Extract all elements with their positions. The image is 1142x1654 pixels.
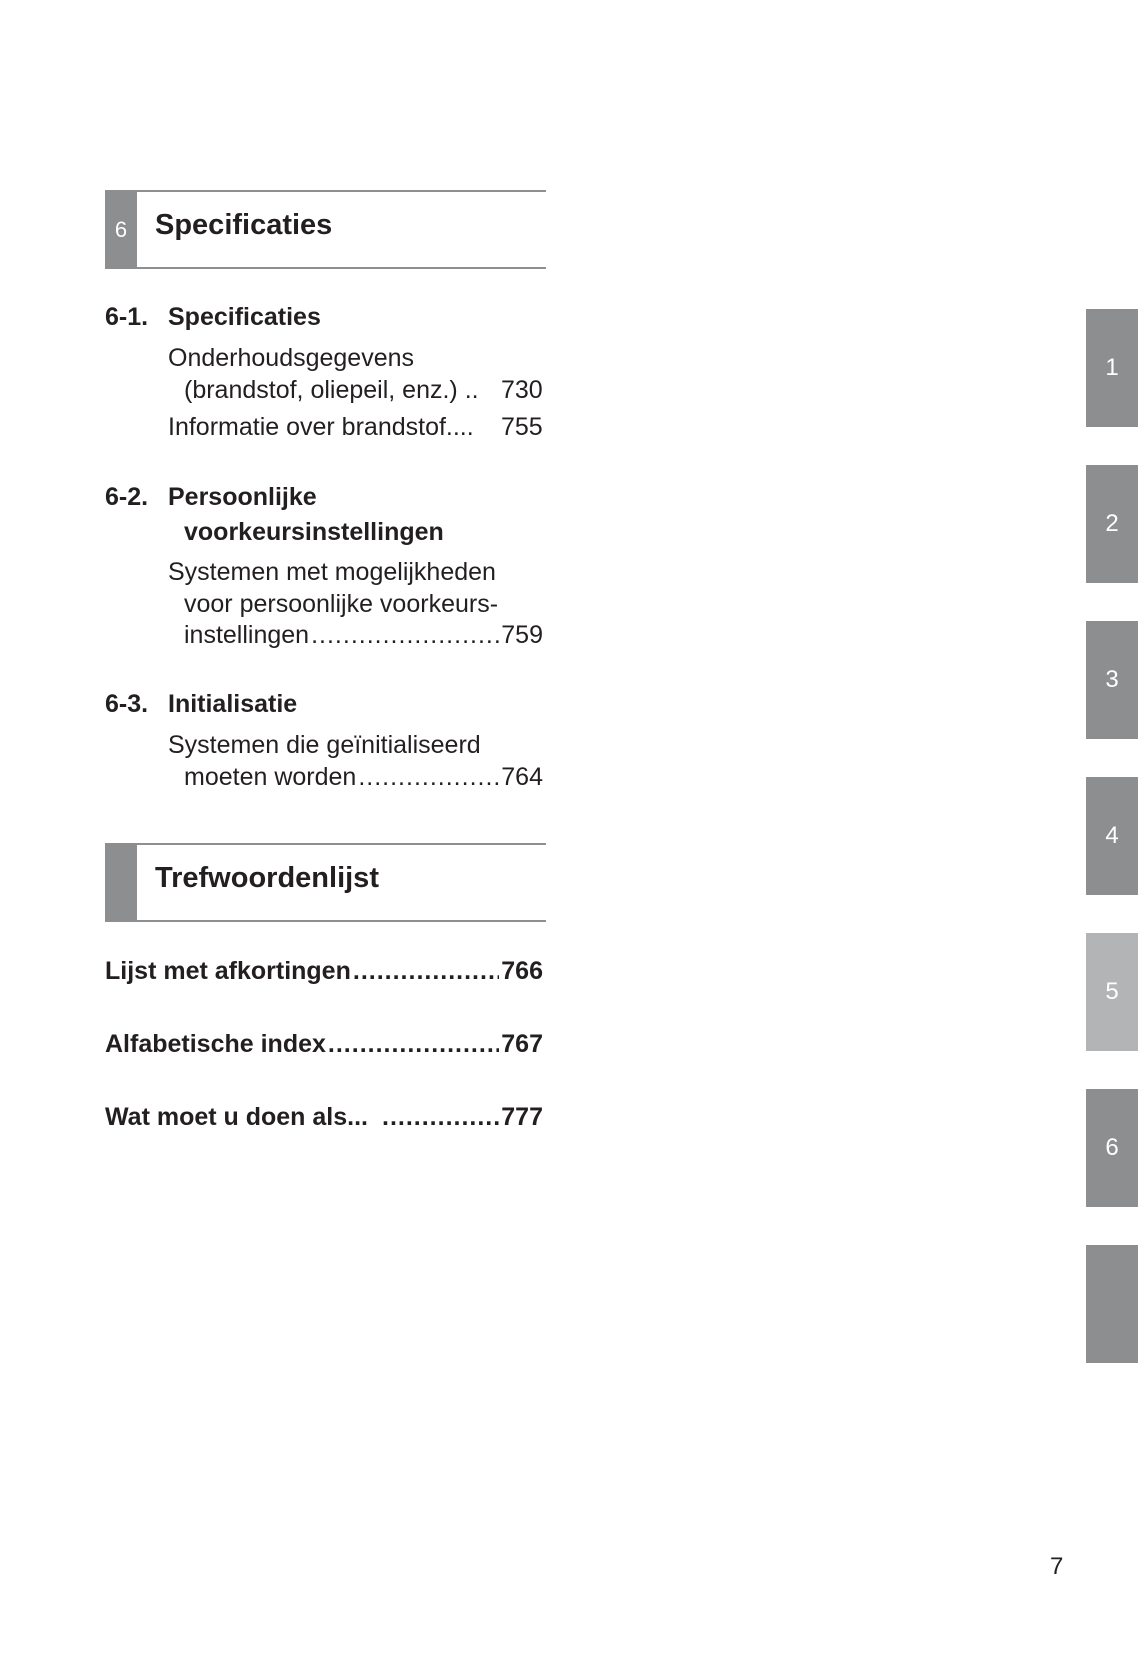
toc-entry-alfabetische-index-row[interactable] [105, 1030, 543, 1059]
chapter-tab-2[interactable]: 2 [1086, 465, 1138, 583]
toc-entry-wat-moet-u-doen[interactable]: Wat moet u doen als... [105, 1103, 368, 1131]
toc-entry-systemen-geinitialiseerd[interactable]: Systemen die geïnitialiseerd [168, 731, 481, 759]
chapter-tab-1[interactable]: 1 [1086, 309, 1138, 427]
toc-entry-instellingen-row[interactable] [184, 621, 543, 650]
toc-page-777[interactable]: 777 [501, 1103, 543, 1131]
toc-entry-moeten-worden[interactable]: moeten worden [184, 763, 357, 791]
dot-leader [311, 621, 499, 650]
toc-page-730[interactable]: 730 [501, 376, 543, 404]
page-number: 7 [1050, 1553, 1064, 1580]
toc-page-764[interactable]: 764 [501, 763, 543, 791]
subsection-6-2-title-line2: voorkeursinstellingen [184, 518, 444, 546]
subsection-6-2-title: Persoonlijke [168, 483, 317, 511]
subsection-6-2-number: 6-2. [105, 483, 149, 511]
toc-page-766[interactable]: 766 [501, 957, 543, 985]
toc-entry-moeten-worden-row[interactable] [184, 763, 543, 792]
dot-leader [358, 763, 499, 792]
toc-entry-systemen-voorkeur[interactable]: Systemen met mogelijkheden [168, 558, 496, 586]
toc-entry-onderhoudsgegevens[interactable]: Onderhoudsgegevens [168, 344, 415, 372]
section-marker-bar [105, 843, 137, 922]
subsection-6-3-number: 6-3. [105, 690, 149, 718]
toc-page-767[interactable]: 767 [501, 1030, 543, 1058]
toc-entry-afkortingen-row[interactable] [105, 957, 543, 986]
chapter-tab-3[interactable]: 3 [1086, 621, 1138, 739]
index-section-title: Trefwoordenlijst [155, 862, 379, 894]
chapter-tab-5[interactable]: 5 [1086, 933, 1138, 1051]
toc-entry-afkortingen[interactable]: Lijst met afkortingen [105, 957, 351, 985]
toc-entry-instellingen[interactable]: instellingen [184, 621, 310, 649]
toc-page-759[interactable]: 759 [501, 621, 543, 649]
subsection-6-1-number: 6-1. [105, 303, 149, 331]
dot-leader [382, 1103, 499, 1132]
subsection-6-1-title: Specificaties [168, 303, 321, 331]
toc-entry-alfabetische-index[interactable]: Alfabetische index [105, 1030, 326, 1058]
chapter-tab-4[interactable]: 4 [1086, 777, 1138, 895]
toc-entry-informatie-brandstof[interactable]: Informatie over brandstof.... [168, 413, 474, 441]
section-title: Specificaties [155, 209, 333, 241]
subsection-6-3-title: Initialisatie [168, 690, 298, 718]
index-section-header [105, 843, 546, 922]
toc-page-755[interactable]: 755 [501, 413, 543, 441]
section-number: 6 [114, 217, 128, 242]
toc-entry-onderhoudsgegevens-line2[interactable]: (brandstof, oliepeil, enz.) .. [184, 376, 479, 404]
toc-entry-wat-moet-u-doen-row[interactable] [105, 1103, 543, 1132]
section-6-header [105, 190, 546, 269]
toc-entry-systemen-voorkeur-line2[interactable]: voor persoonlijke voorkeurs- [184, 590, 499, 618]
dot-leader [328, 1030, 499, 1059]
dot-leader [353, 957, 499, 986]
chapter-tab-index[interactable] [1086, 1245, 1138, 1363]
chapter-tab-6[interactable]: 6 [1086, 1089, 1138, 1207]
